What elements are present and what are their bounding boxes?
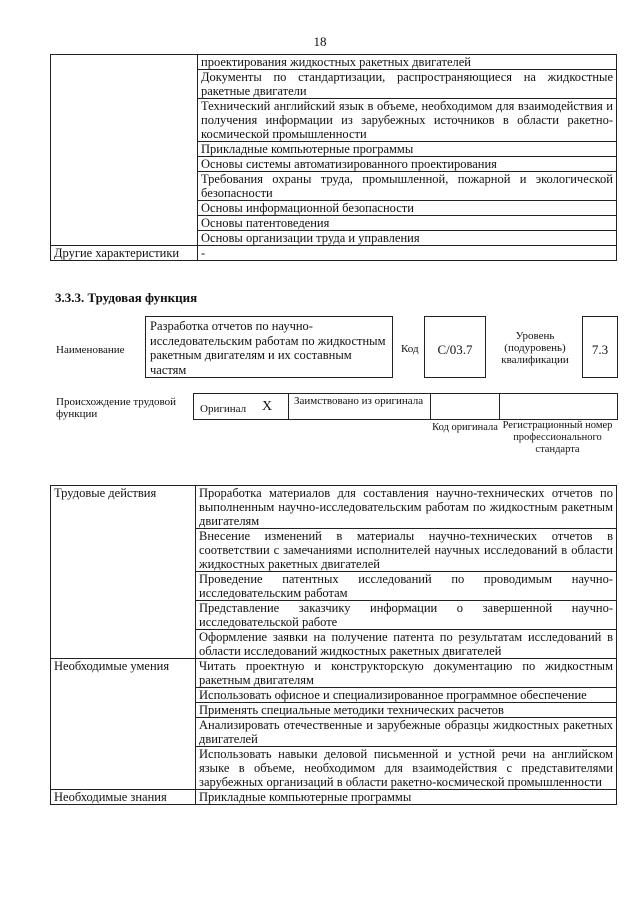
table-row: Анализировать отечественные и зарубежные образцы жидкостных ракетных двигателей bbox=[196, 718, 617, 747]
table-row: Основы информационной безопасности bbox=[198, 201, 617, 216]
origin-label: Происхождение трудовой функции bbox=[56, 396, 177, 420]
page-number: 18 bbox=[313, 34, 327, 49]
table-row: Основы организации труда и управления bbox=[198, 231, 617, 246]
table-row: проектирования жидкостных ракетных двигателей bbox=[198, 55, 617, 70]
other-characteristics-label: Другие характеристики bbox=[51, 246, 198, 261]
table-row: Прикладные компьютерные программы bbox=[198, 142, 617, 157]
code-original-label: Код оригинала bbox=[432, 422, 498, 433]
table-row: Требования охраны труда, промышленной, пожарной и экологической безопасности bbox=[198, 172, 617, 201]
table-row: Проведение патентных исследований по проводимым научно-исследовательским работам bbox=[196, 572, 617, 601]
table-row: Прикладные компьютерные программы bbox=[196, 790, 617, 805]
level-label: Уровень (подуровень) квалификации bbox=[501, 330, 569, 366]
level-value: 7.3 bbox=[582, 316, 618, 378]
table-row: Применять специальные методики технических расчетов bbox=[196, 703, 617, 718]
original-mark: X bbox=[262, 399, 273, 414]
table-row: Внесение изменений в материалы научно-технических отчетов в соответствии с замечаниями исполнителей научных исследований в области жидкостных ракетных двигателей bbox=[196, 529, 617, 572]
table-row: Использовать навыки деловой письменной и устной речи на английском языке в объеме, необходимом для взаимодействия с представителями зарубежных организаций в области ракетно-космической промышленности bbox=[196, 747, 617, 790]
table-row: Оформление заявки на получение патента по результатам исследований в области исследований жидкостных ракетных двигателей bbox=[196, 630, 617, 659]
table-row: Технический английский язык в объеме, необходимом для взаимодействия и получения информации из зарубежных источников в области ракетно-космической промышленности bbox=[198, 99, 617, 142]
reg-number-label: Регистрационный номер профессионального стандарта bbox=[502, 420, 613, 455]
other-characteristics-value: - bbox=[198, 246, 617, 261]
table-row: Документы по стандартизации, распространяющиеся на жидкостные ракетные двигатели bbox=[198, 70, 617, 99]
original-label: Оригинал bbox=[200, 403, 247, 415]
name-value: Разработка отчетов по научно-исследовательским работам по жидкостным ракетным двигателям и их составным частям bbox=[145, 316, 393, 378]
code-value: С/03.7 bbox=[424, 316, 486, 378]
code-label: Код bbox=[401, 343, 419, 355]
empty-label-cell bbox=[51, 55, 198, 246]
labor-function-table bbox=[50, 485, 617, 805]
name-label: Наименование bbox=[56, 344, 125, 356]
skills-label: Необходимые умения bbox=[51, 659, 196, 790]
table-row: Основы системы автоматизированного проектирования bbox=[198, 157, 617, 172]
knowledge-continuation-table bbox=[50, 54, 617, 261]
table-row: Основы патентоведения bbox=[198, 216, 617, 231]
labor-actions-label: Трудовые действия bbox=[51, 486, 196, 659]
borrowed-label: Заимствовано из оригинала bbox=[294, 395, 424, 407]
table-row: Читать проектную и конструкторскую документацию по жидкостным ракетным двигателям bbox=[196, 659, 617, 688]
table-row: Использовать офисное и специализированное программное обеспечение bbox=[196, 688, 617, 703]
section-title: 3.3.3. Трудовая функция bbox=[55, 290, 198, 305]
knowledge-label: Необходимые знания bbox=[51, 790, 196, 805]
table-row: Проработка материалов для составления научно-технических отчетов по выполненным научно-исследовательским работам по жидкостным ракетным двигателям bbox=[196, 486, 617, 529]
origin-row bbox=[193, 393, 618, 420]
table-row: Представление заказчику информации о завершенной научно-исследовательской работе bbox=[196, 601, 617, 630]
